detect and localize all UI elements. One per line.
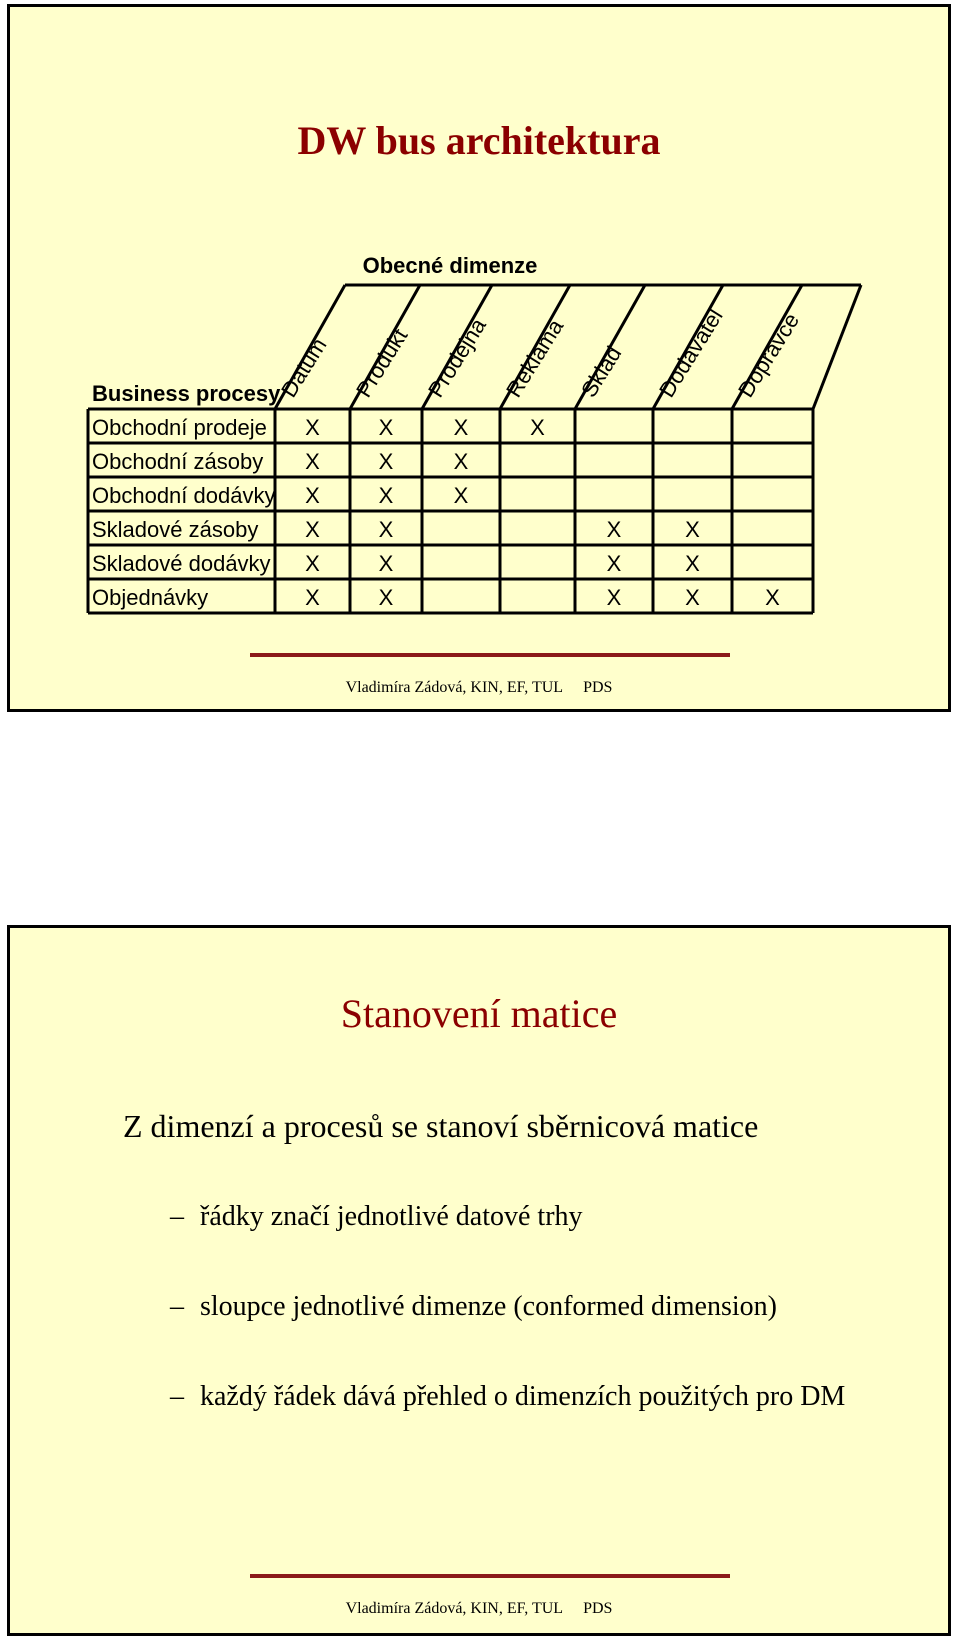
process-label: Skladové zásoby bbox=[92, 517, 259, 542]
bullet-item: – sloupce jednotlivé dimenze (conformed dimension) bbox=[170, 1288, 890, 1326]
slide-title: DW bus architektura bbox=[297, 118, 661, 163]
footer bbox=[10, 1600, 948, 1618]
matrix-mark: X bbox=[685, 585, 700, 610]
matrix-mark: X bbox=[453, 449, 469, 474]
matrix-mark: X bbox=[305, 415, 320, 440]
bullet-marker: – bbox=[170, 1201, 184, 1232]
header-divider bbox=[813, 285, 861, 409]
matrix-mark: X bbox=[765, 585, 780, 610]
group-header: Obecné dimenze bbox=[362, 253, 538, 278]
dimension-label: Datum bbox=[276, 333, 332, 402]
dimension-label: Reklama bbox=[501, 314, 569, 402]
bullet-list bbox=[170, 1198, 890, 1468]
matrix-mark: X bbox=[378, 483, 394, 508]
bullet-item: – každý řádek dává přehled o dimenzích použitých pro DM bbox=[170, 1378, 890, 1416]
matrix-mark: X bbox=[606, 517, 622, 542]
dimension-label: Dodavatel bbox=[654, 304, 728, 402]
footer-course: PDS bbox=[583, 1600, 613, 1617]
matrix-mark: X bbox=[378, 585, 394, 610]
matrix-mark: X bbox=[530, 415, 545, 440]
dimension-label: Sklad bbox=[576, 341, 627, 402]
matrix-mark: X bbox=[305, 449, 320, 474]
dimension-label: Produkt bbox=[351, 324, 413, 402]
matrix-mark: X bbox=[378, 517, 394, 542]
process-label: Skladové dodávky bbox=[92, 551, 271, 576]
dimension-label: Dopravce bbox=[733, 308, 805, 402]
matrix-mark: X bbox=[378, 415, 394, 440]
process-label: Obchodní dodávky bbox=[92, 483, 276, 508]
bullet-item: – řádky značí jednotlivé datové trhy bbox=[170, 1198, 890, 1236]
matrix-mark: X bbox=[685, 551, 700, 576]
bullet-marker: – bbox=[170, 1291, 184, 1322]
matrix-mark: X bbox=[606, 551, 622, 576]
main-text: Z dimenzí a procesů se stanoví sběrnicová matice bbox=[123, 1108, 759, 1144]
slide-bus-architecture bbox=[7, 4, 951, 712]
footer-course: PDS bbox=[583, 679, 613, 696]
process-label: Obchodní zásoby bbox=[92, 449, 264, 474]
matrix-mark: X bbox=[305, 517, 320, 542]
matrix-mark: X bbox=[453, 483, 469, 508]
slide-matrix-definition bbox=[7, 925, 951, 1636]
footer-author: Vladimíra Zádová, KIN, EF, TUL bbox=[345, 1600, 564, 1617]
matrix-mark: X bbox=[378, 449, 394, 474]
matrix-mark: X bbox=[305, 551, 320, 576]
matrix-mark: X bbox=[453, 415, 469, 440]
footer-divider bbox=[250, 1574, 730, 1578]
footer bbox=[10, 679, 948, 697]
footer-author: Vladimíra Zádová, KIN, EF, TUL bbox=[345, 679, 564, 696]
bus-matrix bbox=[10, 7, 948, 709]
matrix-mark: X bbox=[685, 517, 700, 542]
footer-divider bbox=[250, 653, 730, 657]
matrix-mark: X bbox=[606, 585, 622, 610]
matrix-mark: X bbox=[305, 483, 320, 508]
process-label: Objednávky bbox=[92, 585, 209, 610]
process-label: Obchodní prodeje bbox=[92, 415, 267, 440]
slide-title: Stanovení matice bbox=[340, 991, 618, 1036]
dimension-label: Prodejna bbox=[423, 313, 491, 402]
matrix-mark: X bbox=[305, 585, 320, 610]
matrix-mark: X bbox=[378, 551, 394, 576]
row-header: Business procesy bbox=[92, 381, 281, 406]
bullet-marker: – bbox=[170, 1381, 184, 1412]
